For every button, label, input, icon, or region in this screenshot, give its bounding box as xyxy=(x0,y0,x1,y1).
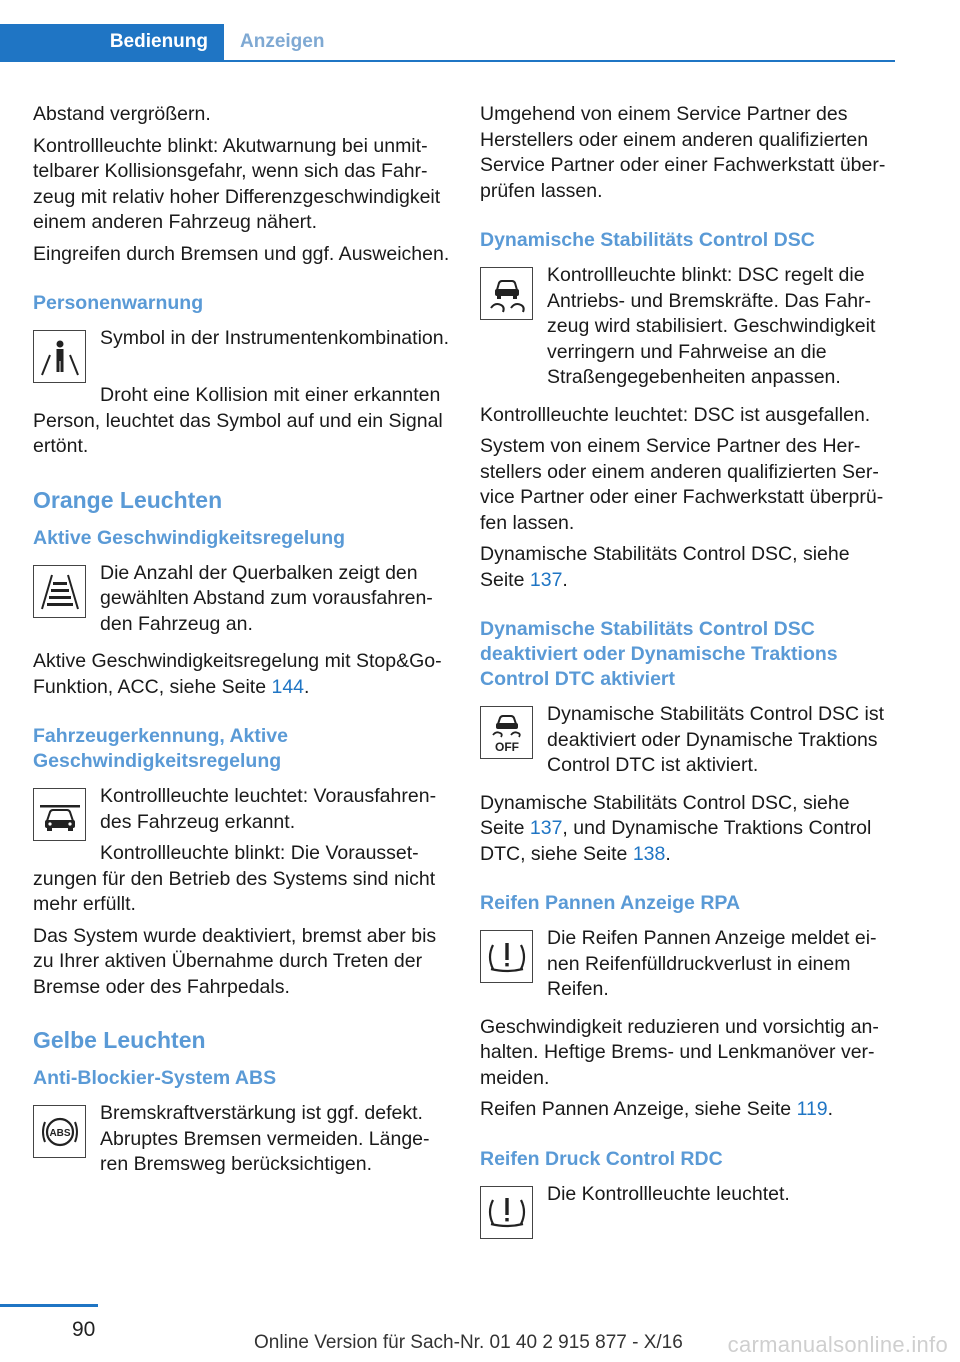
paragraph: Droht eine Kollision mit einer erkannten Person, leuchtet das Symbol auf und ein Signal ertönt. xyxy=(33,384,443,457)
dsc-skid-icon xyxy=(480,267,533,320)
paragraph: Eingreifen durch Bremsen und ggf. Ausweichen. xyxy=(33,242,450,265)
tire-pressure-warning-icon xyxy=(480,930,533,983)
pedestrian-icon xyxy=(33,330,86,383)
paragraph: Kontrollleuchte leuchtet: DSC ist ausgefallen. xyxy=(480,403,871,426)
page-link-138[interactable]: 138 xyxy=(632,842,666,865)
watermark: carmanualsonline.info xyxy=(727,1332,948,1357)
vehicle-front-icon xyxy=(33,788,86,841)
paragraph: Geschwindigkeit reduzieren und vorsichtig anhalten. Heftige Brems- und Lenkmanöver vermeiden. xyxy=(480,1015,879,1089)
section-heading-personenwarnung: Personenwarnung xyxy=(33,292,204,314)
section-heading-orange: Orange Leuchten xyxy=(33,486,223,513)
page-number: 90 xyxy=(72,1318,96,1341)
dsc-off-icon-label: OFF xyxy=(494,739,519,754)
page-link-137[interactable]: 137 xyxy=(529,817,563,839)
text: . xyxy=(827,1098,834,1120)
tab-bedienung[interactable]: Bedienung xyxy=(0,24,224,60)
abs-icon-label: ABS xyxy=(48,1127,71,1139)
entry-personenwarnung xyxy=(33,326,451,383)
section-heading-fahrzeugerkennung: Fahrzeugerkennung, Aktive Geschwindigkeitsregelung xyxy=(33,725,288,772)
paragraph: Kontrollleuchte blinkt: Akutwarnung bei unmittelbarer Kollisionsgefahr, wenn sich das Fahrzeug mit relativ hoher Differenzgeschwindigkeit einem anderen Fahrzeug nähert. xyxy=(33,134,441,233)
paragraph-dsc-reference xyxy=(480,542,898,593)
text: Dynamische Stabilitäts Control DSC, siehe Seite xyxy=(480,543,850,591)
abs-icon xyxy=(33,1105,86,1158)
text: Reifen Pannen Anzeige, siehe Seite xyxy=(480,1098,797,1120)
paragraph: Kontrollleuchte blinkt: Die Voraussetzungen für den Betrieb des Systems sind nicht mehr erfüllt. xyxy=(33,842,436,915)
entry-rdc xyxy=(480,1182,898,1239)
paragraph-dsc-dtc-reference xyxy=(480,791,898,868)
section-heading-abs: Anti-Blockier-System ABS xyxy=(33,1067,277,1089)
tire-pressure-warning-icon xyxy=(480,1186,533,1239)
page-link-137[interactable]: 137 xyxy=(529,568,563,591)
text: . xyxy=(562,568,568,591)
entry-dsc xyxy=(480,263,898,397)
entry-text: Die Reifen Pannen Anzeige meldet einen Reifenfülldruckverlust in einem Reifen. xyxy=(547,927,877,1000)
text: , und Dynamische Traktions Control DTC, siehe Seite xyxy=(480,817,872,865)
entry-rpa xyxy=(480,926,898,1009)
distance-bars-icon xyxy=(33,565,86,618)
entry-text: Kontrollleuchte leuchtet: Vorausfahrendes Fahrzeug erkannt. xyxy=(100,785,437,833)
text: . xyxy=(304,675,310,698)
paragraph: Abstand vergrößern. xyxy=(33,103,211,125)
entry-text: Die Kontrollleuchte leuchtet. xyxy=(547,1182,790,1205)
footer-rule xyxy=(0,1304,98,1307)
page-link-119[interactable]: 119 xyxy=(796,1098,828,1120)
entry-text: Kontrollleuchte blinkt: DSC regelt die Antriebs- und Bremskräfte. Das Fahrzeug wird stabilisiert. Geschwindigkeit verringern und Fahrweise an die Straßengegebenheiten anpassen. xyxy=(547,264,876,388)
left-column xyxy=(33,102,451,1190)
text: Aktive Geschwindigkeitsregelung mit Stop&Go-Funktion, ACC, siehe Seite xyxy=(33,650,442,698)
entry-text: Die Anzahl der Querbalken zeigt den gewählten Abstand zum vorausfahrenden Fahrzeug an. xyxy=(100,561,433,635)
section-heading-aktive-geschwindigkeitsregelung: Aktive Geschwindigkeitsregelung xyxy=(33,526,346,549)
paragraph: Umgehend von einem Service Partner des Herstellers oder einem anderen qualifizierten Service Partner oder einer Fachwerkstatt überprüfen lassen. xyxy=(480,103,886,202)
entry-text: Symbol in der Instrumentenkombination. xyxy=(100,327,450,349)
text: . xyxy=(665,842,671,865)
entry-fahrzeugerkennung xyxy=(33,784,451,841)
section-heading-dsc-off: Dynamische Stabilitäts Control DSC deaktiviert oder Dynamische Traktions Control DTC aktiviert xyxy=(480,618,838,690)
section-heading-rpa: Reifen Pannen Anzeige RPA xyxy=(480,892,741,914)
page-link-144[interactable]: 144 xyxy=(271,675,305,698)
section-heading-dsc: Dynamische Stabilitäts Control DSC xyxy=(480,229,815,251)
header-tabbar xyxy=(0,24,895,62)
paragraph-acc-reference xyxy=(33,649,451,700)
paragraph: Das System wurde deaktiviert, bremst aber bis zu Ihrer aktiven Übernahme durch Treten der Bremse oder des Fahrpedals. xyxy=(33,924,437,998)
paragraph: System von einem Service Partner des Herstellers oder einem anderen qualifizierten Service Partner oder einer Fachwerkstatt überprüfen lassen. xyxy=(480,435,884,534)
entry-abs xyxy=(33,1101,451,1184)
dsc-off-icon xyxy=(480,706,533,759)
entry-aktive-geschwindigkeitsregelung xyxy=(33,561,451,644)
section-heading-rdc: Reifen Druck Control RDC xyxy=(480,1147,723,1170)
paragraph-rpa-reference xyxy=(480,1097,898,1123)
entry-text: Dynamische Stabilitäts Control DSC ist deaktiviert oder Dynamische Traktions Control DTC ist aktiviert. xyxy=(547,703,885,776)
section-heading-gelb: Gelbe Leuchten xyxy=(33,1027,206,1053)
tab-anzeigen[interactable]: Anzeigen xyxy=(240,31,325,52)
entry-dsc-off xyxy=(480,702,898,785)
footer-text: Online Version für Sach-Nr. 01 40 2 915 877 - X/16 xyxy=(254,1332,683,1353)
right-column xyxy=(480,102,898,1245)
entry-text: Bremskraftverstärkung ist ggf. defekt. Abruptes Bremsen vermeiden. Längeren Bremsweg berücksichtigen. xyxy=(100,1102,430,1175)
text: Dynamische Stabilitäts Control DSC, siehe Seite xyxy=(480,791,850,839)
header-rule xyxy=(0,60,895,62)
